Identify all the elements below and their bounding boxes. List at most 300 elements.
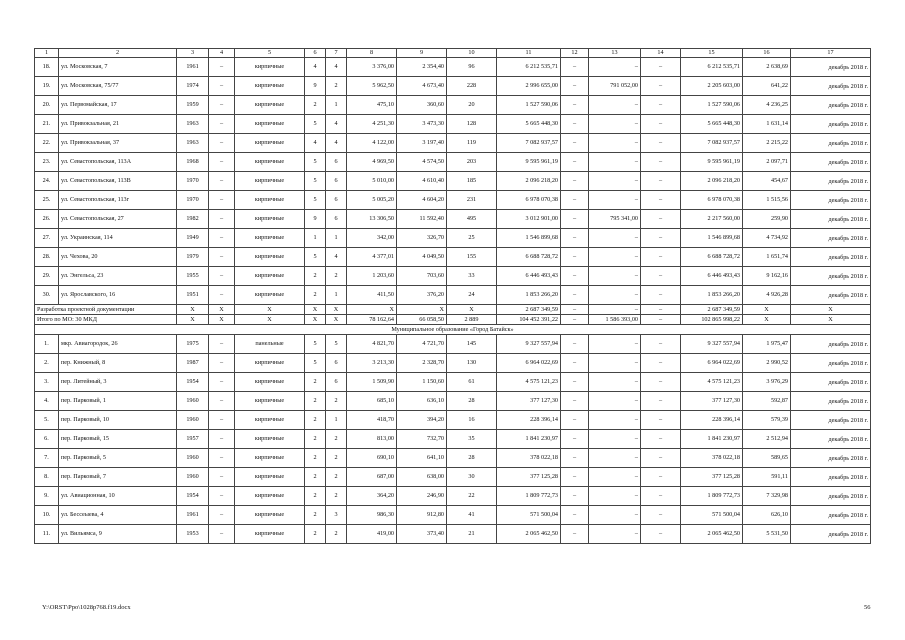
table-cell: 454,67 — [743, 172, 791, 191]
table-row — [35, 525, 871, 544]
table-cell: – — [589, 96, 641, 115]
table-cell: 1970 — [177, 172, 209, 191]
column-number-cell: 14 — [641, 49, 681, 58]
table-cell: декабрь 2018 г. — [791, 430, 871, 449]
column-number-cell: 1 — [35, 49, 59, 58]
table-cell: – — [561, 267, 589, 286]
table-cell: ул. Энгельса, 23 — [59, 267, 177, 286]
table-cell: Х — [791, 305, 871, 315]
table-cell: 687,00 — [347, 468, 397, 487]
table-cell: – — [589, 373, 641, 392]
table-cell: 1951 — [177, 286, 209, 305]
table-cell: кирпичные — [235, 115, 305, 134]
table-cell: – — [641, 153, 681, 172]
table-row — [35, 411, 871, 430]
table-cell: 25. — [35, 191, 59, 210]
table-cell: Х — [791, 315, 871, 325]
table-cell: 4 — [305, 58, 326, 77]
table-row — [35, 115, 871, 134]
table-cell: – — [589, 248, 641, 267]
table-cell: декабрь 2018 г. — [791, 411, 871, 430]
table-cell: – — [561, 58, 589, 77]
table-cell: – — [589, 354, 641, 373]
table-cell: 1 975,47 — [743, 335, 791, 354]
table-cell: – — [641, 77, 681, 96]
table-cell: кирпичные — [235, 248, 305, 267]
table-cell: – — [641, 525, 681, 544]
column-number-cell: 12 — [561, 49, 589, 58]
table-cell: 1 — [305, 229, 326, 248]
table-cell: 2 — [326, 77, 347, 96]
table-cell: кирпичные — [235, 525, 305, 544]
table-row — [35, 354, 871, 373]
table-cell: 795 341,00 — [589, 210, 641, 229]
table-cell: 1 853 266,20 — [681, 286, 743, 305]
table-cell: пер. Литейный, 3 — [59, 373, 177, 392]
table-cell: Х — [397, 305, 447, 315]
table-cell: Х — [177, 305, 209, 315]
table-cell: 66 058,50 — [397, 315, 447, 325]
table-cell: 378 022,18 — [681, 449, 743, 468]
table-cell: 1960 — [177, 411, 209, 430]
table-cell: 641,22 — [743, 77, 791, 96]
table-cell: 28 — [447, 392, 497, 411]
table-cell: – — [641, 315, 681, 325]
table-cell: – — [589, 58, 641, 77]
table-cell: 1954 — [177, 373, 209, 392]
table-cell: – — [561, 96, 589, 115]
table-cell: 571 500,04 — [497, 506, 561, 525]
table-cell: 5 — [305, 354, 326, 373]
table-cell: 813,00 — [347, 430, 397, 449]
table-cell: ул. Привокзальная, 37 — [59, 134, 177, 153]
table-cell: – — [209, 210, 235, 229]
table-cell: 19. — [35, 77, 59, 96]
table-cell: 10. — [35, 506, 59, 525]
table-cell: 6 — [326, 153, 347, 172]
table-cell: 377 127,30 — [497, 392, 561, 411]
table-cell: 228 396,14 — [681, 411, 743, 430]
table-cell: 1953 — [177, 525, 209, 544]
table-cell: 3 213,30 — [347, 354, 397, 373]
table-cell: 1 — [326, 286, 347, 305]
table-cell: 1975 — [177, 335, 209, 354]
table-cell: 128 — [447, 115, 497, 134]
table-cell: декабрь 2018 г. — [791, 354, 871, 373]
table-cell: – — [641, 430, 681, 449]
table-cell: – — [209, 248, 235, 267]
table-cell: 626,10 — [743, 506, 791, 525]
table-cell: 1 841 230,97 — [497, 430, 561, 449]
table-cell: – — [641, 411, 681, 430]
table-cell: 41 — [447, 506, 497, 525]
table-cell: декабрь 2018 г. — [791, 248, 871, 267]
table-cell: 589,65 — [743, 449, 791, 468]
table-cell: – — [641, 392, 681, 411]
table-cell: 579,39 — [743, 411, 791, 430]
table-cell: декабрь 2018 г. — [791, 134, 871, 153]
table-cell: 3 976,29 — [743, 373, 791, 392]
table-cell: 4 — [326, 134, 347, 153]
table-cell: 1963 — [177, 115, 209, 134]
table-row — [35, 449, 871, 468]
table-cell: 2 — [305, 286, 326, 305]
table-cell: – — [589, 267, 641, 286]
table-cell: 1987 — [177, 354, 209, 373]
table-cell: 5 — [305, 335, 326, 354]
table-cell: – — [561, 153, 589, 172]
table-cell: Х — [447, 305, 497, 315]
table-cell: 2 096 218,20 — [497, 172, 561, 191]
table-cell: 2 — [326, 449, 347, 468]
table-cell: 155 — [447, 248, 497, 267]
table-cell: 2 — [305, 487, 326, 506]
table-row — [35, 286, 871, 305]
table-cell: – — [209, 191, 235, 210]
table-cell: 6 978 070,38 — [681, 191, 743, 210]
table-cell: декабрь 2018 г. — [791, 286, 871, 305]
table-cell: – — [561, 449, 589, 468]
table-cell: – — [209, 506, 235, 525]
table-cell: 61 — [447, 373, 497, 392]
table-cell: – — [561, 172, 589, 191]
column-number-cell: 5 — [235, 49, 305, 58]
table-cell: 2 889 — [447, 315, 497, 325]
table-cell: 5 — [305, 191, 326, 210]
table-cell: 418,70 — [347, 411, 397, 430]
table-cell: 27. — [35, 229, 59, 248]
table-cell: кирпичные — [235, 58, 305, 77]
column-number-cell: 11 — [497, 49, 561, 58]
table-cell: 102 865 998,22 — [681, 315, 743, 325]
table-cell: – — [641, 115, 681, 134]
table-cell: 6 688 728,72 — [497, 248, 561, 267]
table-cell: 4 — [326, 58, 347, 77]
table-cell: – — [561, 286, 589, 305]
table-cell: кирпичные — [235, 210, 305, 229]
table-cell: – — [589, 468, 641, 487]
table-cell: – — [641, 210, 681, 229]
table-cell: 6 — [326, 354, 347, 373]
table-cell: 376,20 — [397, 286, 447, 305]
table-cell: 203 — [447, 153, 497, 172]
table-cell: 1 631,14 — [743, 115, 791, 134]
table-cell: 5 665 448,30 — [497, 115, 561, 134]
table-cell: кирпичные — [235, 172, 305, 191]
table-cell: 1 203,60 — [347, 267, 397, 286]
table-cell: – — [209, 354, 235, 373]
table-cell: – — [589, 335, 641, 354]
table-cell: кирпичные — [235, 77, 305, 96]
table-cell: – — [209, 286, 235, 305]
table-cell: 7. — [35, 449, 59, 468]
table-cell: 2 — [305, 267, 326, 286]
table-cell: Х — [235, 315, 305, 325]
table-cell: 3 197,40 — [397, 134, 447, 153]
table-cell: 2 990,52 — [743, 354, 791, 373]
table-cell: 495 — [447, 210, 497, 229]
table-cell: 2 215,22 — [743, 134, 791, 153]
table-cell: Х — [177, 315, 209, 325]
table-cell: 2 065 462,50 — [681, 525, 743, 544]
table-cell: декабрь 2018 г. — [791, 115, 871, 134]
table-cell: ул. Вильямса, 9 — [59, 525, 177, 544]
table-cell: 1 809 772,73 — [681, 487, 743, 506]
table-cell: 475,10 — [347, 96, 397, 115]
column-number-cell: 9 — [397, 49, 447, 58]
table-cell: кирпичные — [235, 229, 305, 248]
table-cell: 364,20 — [347, 487, 397, 506]
table-cell: 2 217 560,00 — [681, 210, 743, 229]
table-cell: 33 — [447, 267, 497, 286]
table-cell: пер. Парковый, 15 — [59, 430, 177, 449]
table-cell: 2 512,94 — [743, 430, 791, 449]
column-number-cell: 17 — [791, 49, 871, 58]
table-cell: – — [589, 430, 641, 449]
column-number-cell: 3 — [177, 49, 209, 58]
table-cell: 3 — [326, 506, 347, 525]
table-cell: – — [589, 115, 641, 134]
table-cell: 2 — [305, 449, 326, 468]
table-cell: 1970 — [177, 191, 209, 210]
table-cell: декабрь 2018 г. — [791, 96, 871, 115]
table-cell: пер. Парковый, 10 — [59, 411, 177, 430]
table-cell: 4 734,92 — [743, 229, 791, 248]
table-cell: ул. Украинская, 114 — [59, 229, 177, 248]
table-cell: – — [209, 77, 235, 96]
table-cell: ул. Севастопольская, 27 — [59, 210, 177, 229]
table-cell: – — [561, 305, 589, 315]
table-cell: ул. Московская, 7 — [59, 58, 177, 77]
table-cell: 4 122,00 — [347, 134, 397, 153]
table-cell: 1960 — [177, 449, 209, 468]
section-title-row — [35, 325, 871, 335]
table-cell: – — [209, 172, 235, 191]
table-cell: 5 — [305, 153, 326, 172]
table-cell: 1963 — [177, 134, 209, 153]
table-cell: 20. — [35, 96, 59, 115]
table-cell: – — [589, 134, 641, 153]
table-cell: 6 — [326, 172, 347, 191]
table-cell: – — [641, 487, 681, 506]
table-cell: – — [209, 487, 235, 506]
table-cell: 5 962,50 — [347, 77, 397, 96]
table-row — [35, 392, 871, 411]
table-cell: 1 546 899,68 — [681, 229, 743, 248]
table-cell: 1 527 590,06 — [681, 96, 743, 115]
table-cell: ул. Авиационная, 10 — [59, 487, 177, 506]
table-cell: 4 673,40 — [397, 77, 447, 96]
table-row — [35, 77, 871, 96]
table-cell: 1982 — [177, 210, 209, 229]
table-cell: – — [209, 58, 235, 77]
table-cell: – — [209, 373, 235, 392]
table-cell: 2 — [305, 506, 326, 525]
table-cell: 1979 — [177, 248, 209, 267]
table-cell: 4 236,25 — [743, 96, 791, 115]
table-cell: 377 125,28 — [497, 468, 561, 487]
table-cell: – — [209, 267, 235, 286]
table-cell: 1 527 590,06 — [497, 96, 561, 115]
table-cell: кирпичные — [235, 411, 305, 430]
table-cell: 26. — [35, 210, 59, 229]
table-cell: Х — [305, 305, 326, 315]
table-cell: 1 586 393,00 — [589, 315, 641, 325]
table-cell: – — [561, 392, 589, 411]
table-cell: – — [209, 392, 235, 411]
table-cell: ул. Ярославского, 16 — [59, 286, 177, 305]
table-cell: 394,20 — [397, 411, 447, 430]
table-cell: 22 — [447, 487, 497, 506]
table-cell: ул. Чехова, 20 — [59, 248, 177, 267]
table-cell: 1960 — [177, 468, 209, 487]
table-cell: 2 — [305, 96, 326, 115]
column-number-cell: 7 — [326, 49, 347, 58]
table-cell: 1961 — [177, 58, 209, 77]
table-cell: 20 — [447, 96, 497, 115]
table-cell: ул. Севастопольская, 113г — [59, 191, 177, 210]
table-cell: декабрь 2018 г. — [791, 191, 871, 210]
table-cell: декабрь 2018 г. — [791, 449, 871, 468]
table-cell: – — [561, 191, 589, 210]
table-cell: 2. — [35, 354, 59, 373]
table-cell: ул. Бессеыева, 4 — [59, 506, 177, 525]
table-cell: Х — [743, 305, 791, 315]
table-cell: 2 687 349,59 — [681, 305, 743, 315]
column-number-cell: 4 — [209, 49, 235, 58]
table-cell: 4 — [326, 248, 347, 267]
table-cell: – — [589, 525, 641, 544]
table-cell: 2 097,71 — [743, 153, 791, 172]
table-row — [35, 373, 871, 392]
table-cell: 9. — [35, 487, 59, 506]
table-cell: 9 — [305, 210, 326, 229]
table-cell: 419,00 — [347, 525, 397, 544]
table-cell: 1 841 230,97 — [681, 430, 743, 449]
table-cell: кирпичные — [235, 430, 305, 449]
table-cell: декабрь 2018 г. — [791, 172, 871, 191]
table-cell: кирпичные — [235, 286, 305, 305]
table-cell: – — [209, 468, 235, 487]
table-cell: 2 687 349,59 — [497, 305, 561, 315]
column-number-cell: 2 — [59, 49, 177, 58]
table-cell: – — [641, 506, 681, 525]
table-cell: 4 821,70 — [347, 335, 397, 354]
table-cell: 4 604,20 — [397, 191, 447, 210]
table-cell: декабрь 2018 г. — [791, 487, 871, 506]
table-cell: 4. — [35, 392, 59, 411]
table-cell: кирпичные — [235, 134, 305, 153]
table-cell: 6 964 022,69 — [497, 354, 561, 373]
table-cell: Х — [743, 315, 791, 325]
table-cell: – — [561, 487, 589, 506]
table-cell: – — [561, 248, 589, 267]
table-cell: – — [641, 172, 681, 191]
table-cell: 1 509,90 — [347, 373, 397, 392]
table-row — [35, 267, 871, 286]
table-cell: 6 212 535,71 — [497, 58, 561, 77]
table-cell: – — [641, 191, 681, 210]
table-cell: Х — [209, 305, 235, 315]
table-cell: Х — [326, 315, 347, 325]
table-cell: 638,00 — [397, 468, 447, 487]
table-cell: 5 — [305, 172, 326, 191]
table-cell: 8. — [35, 468, 59, 487]
table-cell: 4 — [326, 115, 347, 134]
table-cell: 3 012 901,00 — [497, 210, 561, 229]
table-cell: 360,60 — [397, 96, 447, 115]
table-cell: – — [209, 525, 235, 544]
table-cell: 78 162,64 — [347, 315, 397, 325]
table-cell: – — [641, 286, 681, 305]
table-row — [35, 58, 871, 77]
total-row-label: Итого по МО: 30 МКД — [35, 315, 177, 325]
table-cell: – — [561, 229, 589, 248]
table-row — [35, 430, 871, 449]
table-cell: пер. Книжный, 8 — [59, 354, 177, 373]
table-cell: кирпичные — [235, 267, 305, 286]
column-number-cell: 8 — [347, 49, 397, 58]
table-cell: – — [589, 449, 641, 468]
column-number-cell: 10 — [447, 49, 497, 58]
table-cell: 1955 — [177, 267, 209, 286]
table-cell: 11. — [35, 525, 59, 544]
table-cell: – — [589, 392, 641, 411]
table-cell: 21. — [35, 115, 59, 134]
table-cell: 9 327 557,94 — [681, 335, 743, 354]
table-cell: 18. — [35, 58, 59, 77]
table-cell: 1. — [35, 335, 59, 354]
design-documentation-row — [35, 305, 871, 315]
table-cell: 4 721,70 — [397, 335, 447, 354]
table-cell: 231 — [447, 191, 497, 210]
table-cell: 228 396,14 — [497, 411, 561, 430]
table-cell: 4 575 121,23 — [497, 373, 561, 392]
table-cell: 23. — [35, 153, 59, 172]
table-cell: – — [641, 305, 681, 315]
table-cell: – — [641, 335, 681, 354]
table-cell: 4 049,50 — [397, 248, 447, 267]
table-row — [35, 134, 871, 153]
table-cell: 1 651,74 — [743, 248, 791, 267]
table-cell: 29. — [35, 267, 59, 286]
table-cell: 1 546 899,68 — [497, 229, 561, 248]
table-cell: 342,00 — [347, 229, 397, 248]
table-cell: пер. Парковый, 1 — [59, 392, 177, 411]
table-cell: – — [641, 354, 681, 373]
table-cell: 1954 — [177, 487, 209, 506]
table-cell: 228 — [447, 77, 497, 96]
table-cell: 6 446 493,43 — [681, 267, 743, 286]
table-cell: 7 329,98 — [743, 487, 791, 506]
table-cell: – — [589, 191, 641, 210]
column-number-cell: 15 — [681, 49, 743, 58]
table-cell: 21 — [447, 525, 497, 544]
table-cell: 104 452 391,22 — [497, 315, 561, 325]
table-cell: – — [561, 210, 589, 229]
table-cell: – — [589, 153, 641, 172]
table-cell: – — [641, 58, 681, 77]
table-cell: 1 — [326, 229, 347, 248]
table-cell: – — [209, 134, 235, 153]
table-cell: 119 — [447, 134, 497, 153]
table-row — [35, 468, 871, 487]
table-cell: 2 — [305, 525, 326, 544]
table-cell: 4 575 121,23 — [681, 373, 743, 392]
table-cell: – — [209, 449, 235, 468]
table-cell: декабрь 2018 г. — [791, 392, 871, 411]
table-cell: 3 376,00 — [347, 58, 397, 77]
